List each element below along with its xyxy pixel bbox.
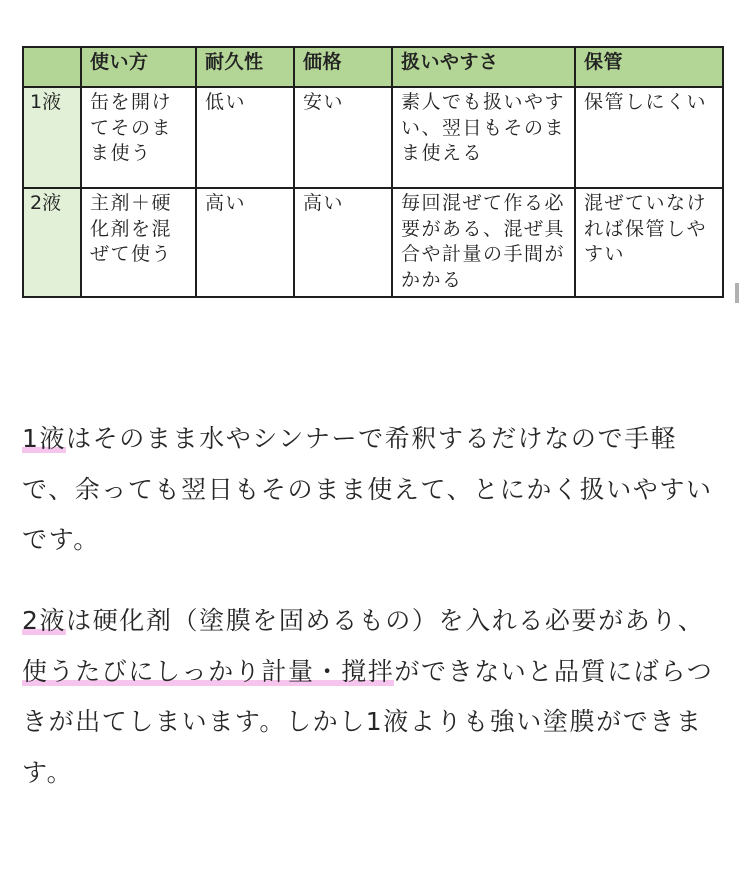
row-label: 1液: [23, 87, 81, 188]
highlight-one-component: 1液: [22, 424, 67, 453]
header-ease: 扱いやすさ: [392, 47, 575, 87]
highlight-two-component: 2液: [22, 606, 67, 635]
cell-usage: 主剤＋硬化剤を混ぜて使う: [81, 188, 196, 297]
header-price: 価格: [294, 47, 392, 87]
header-usage: 使い方: [81, 47, 196, 87]
table-header-row: [23, 47, 723, 87]
cell-durability: 高い: [196, 188, 294, 297]
paragraph-one-text: はそのまま水やシンナーで希釈するだけなので手軽で、余っても翌日もそのまま使えて、とにかく扱いやすいです。: [22, 424, 713, 554]
cell-price: 高い: [294, 188, 392, 297]
paragraph-two-component: [22, 596, 722, 798]
paragraph-two-text-a: は硬化剤（塗膜を固めるもの）を入れる必要があり、: [66, 606, 705, 635]
cell-durability: 低い: [196, 87, 294, 188]
header-durability: 耐久性: [196, 47, 294, 87]
cell-ease: 素人でも扱いやすい、翌日もそのまま使える: [392, 87, 575, 188]
header-blank: [23, 47, 81, 87]
paragraph-one-component: [22, 414, 722, 566]
comparison-table: [22, 46, 724, 298]
cell-storage: 混ぜていなければ保管しやすい: [575, 188, 723, 297]
cell-ease: 毎回混ぜて作る必要がある、混ぜ具合や計量の手間がかかる: [392, 188, 575, 297]
table-row: [23, 87, 723, 188]
horizontal-scroll-indicator[interactable]: [735, 283, 739, 303]
row-label: 2液: [23, 188, 81, 297]
paragraph-two-text-b: ができないと品質にばらつきが出てしまいます。しかし1液よりも強い塗膜ができます。: [22, 656, 714, 787]
header-storage: 保管: [575, 47, 723, 87]
cell-storage: 保管しにくい: [575, 87, 723, 188]
cell-price: 安い: [294, 87, 392, 188]
cell-usage: 缶を開けてそのまま使う: [81, 87, 196, 188]
highlight-measure-mix: 使うたびにしっかり計量・撹拌: [22, 656, 395, 686]
table-row: [23, 188, 723, 297]
